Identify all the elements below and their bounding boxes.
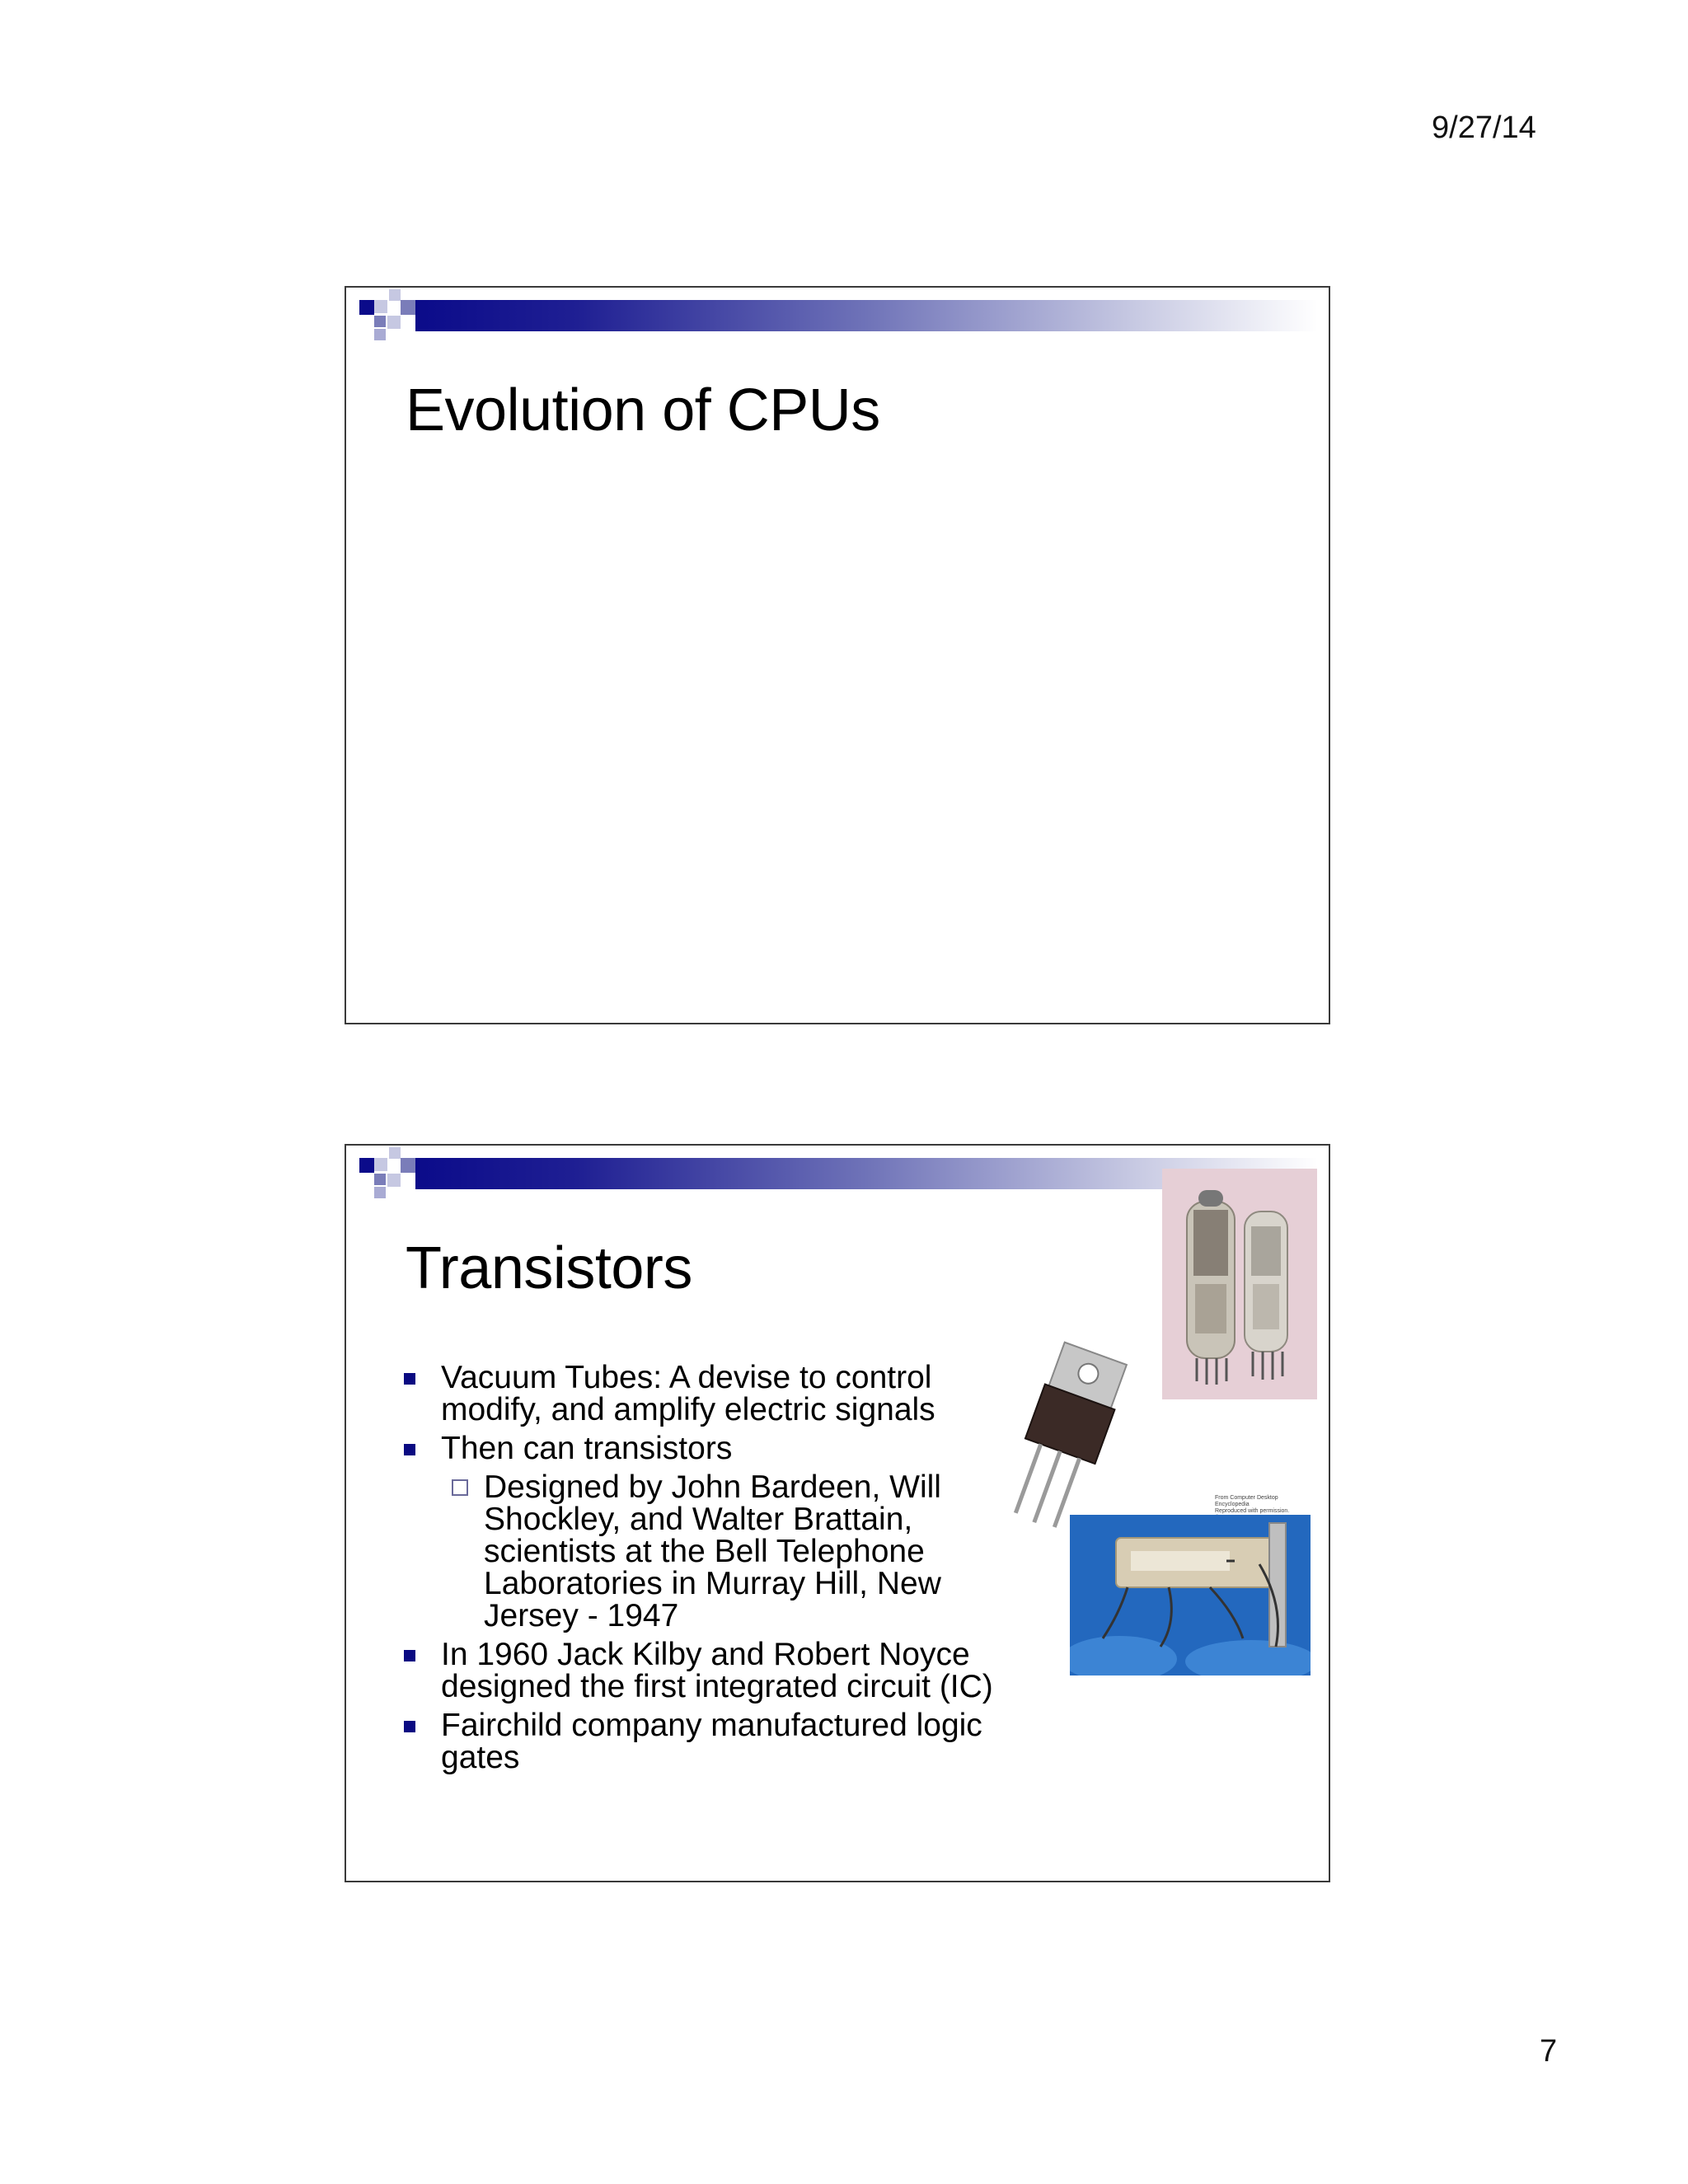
hollow-square-bullet-icon xyxy=(452,1479,468,1496)
list-item: Fairchild company manufactured logic gates xyxy=(401,1709,1027,1774)
bullet-list xyxy=(401,1361,1027,1780)
list-item: Designed by John Bardeen, Will Shockley, and Walter Brattain, scientists at the Bell Telephone Laboratories in Murray Hill, New Jersey - 1947 xyxy=(401,1471,1027,1632)
slide-evolution-of-cpus xyxy=(345,286,1330,1024)
slide-title: Evolution of CPUs xyxy=(406,377,880,443)
integrated-circuit-photo xyxy=(1070,1515,1311,1675)
page-number: 7 xyxy=(1540,2034,1558,2069)
page-date: 9/27/14 xyxy=(1432,110,1536,145)
square-bullet-icon xyxy=(404,1721,415,1732)
list-item: In 1960 Jack Kilby and Robert Noyce designed the first integrated circuit (IC) xyxy=(401,1638,1027,1703)
slide-title: Transistors xyxy=(406,1235,692,1301)
image-credit: From Computer Desktop Encyclopedia Reproduced with permission. xyxy=(1215,1495,1290,1514)
vacuum-tubes-photo xyxy=(1162,1169,1317,1399)
list-item: Vacuum Tubes: A devise to control modify, and amplify electric signals xyxy=(401,1361,1027,1426)
slide-transistors xyxy=(345,1144,1330,1882)
square-bullet-icon xyxy=(404,1444,415,1455)
list-item: Then can transistors xyxy=(401,1432,1027,1465)
square-bullet-icon xyxy=(404,1373,415,1385)
square-bullet-icon xyxy=(404,1650,415,1661)
